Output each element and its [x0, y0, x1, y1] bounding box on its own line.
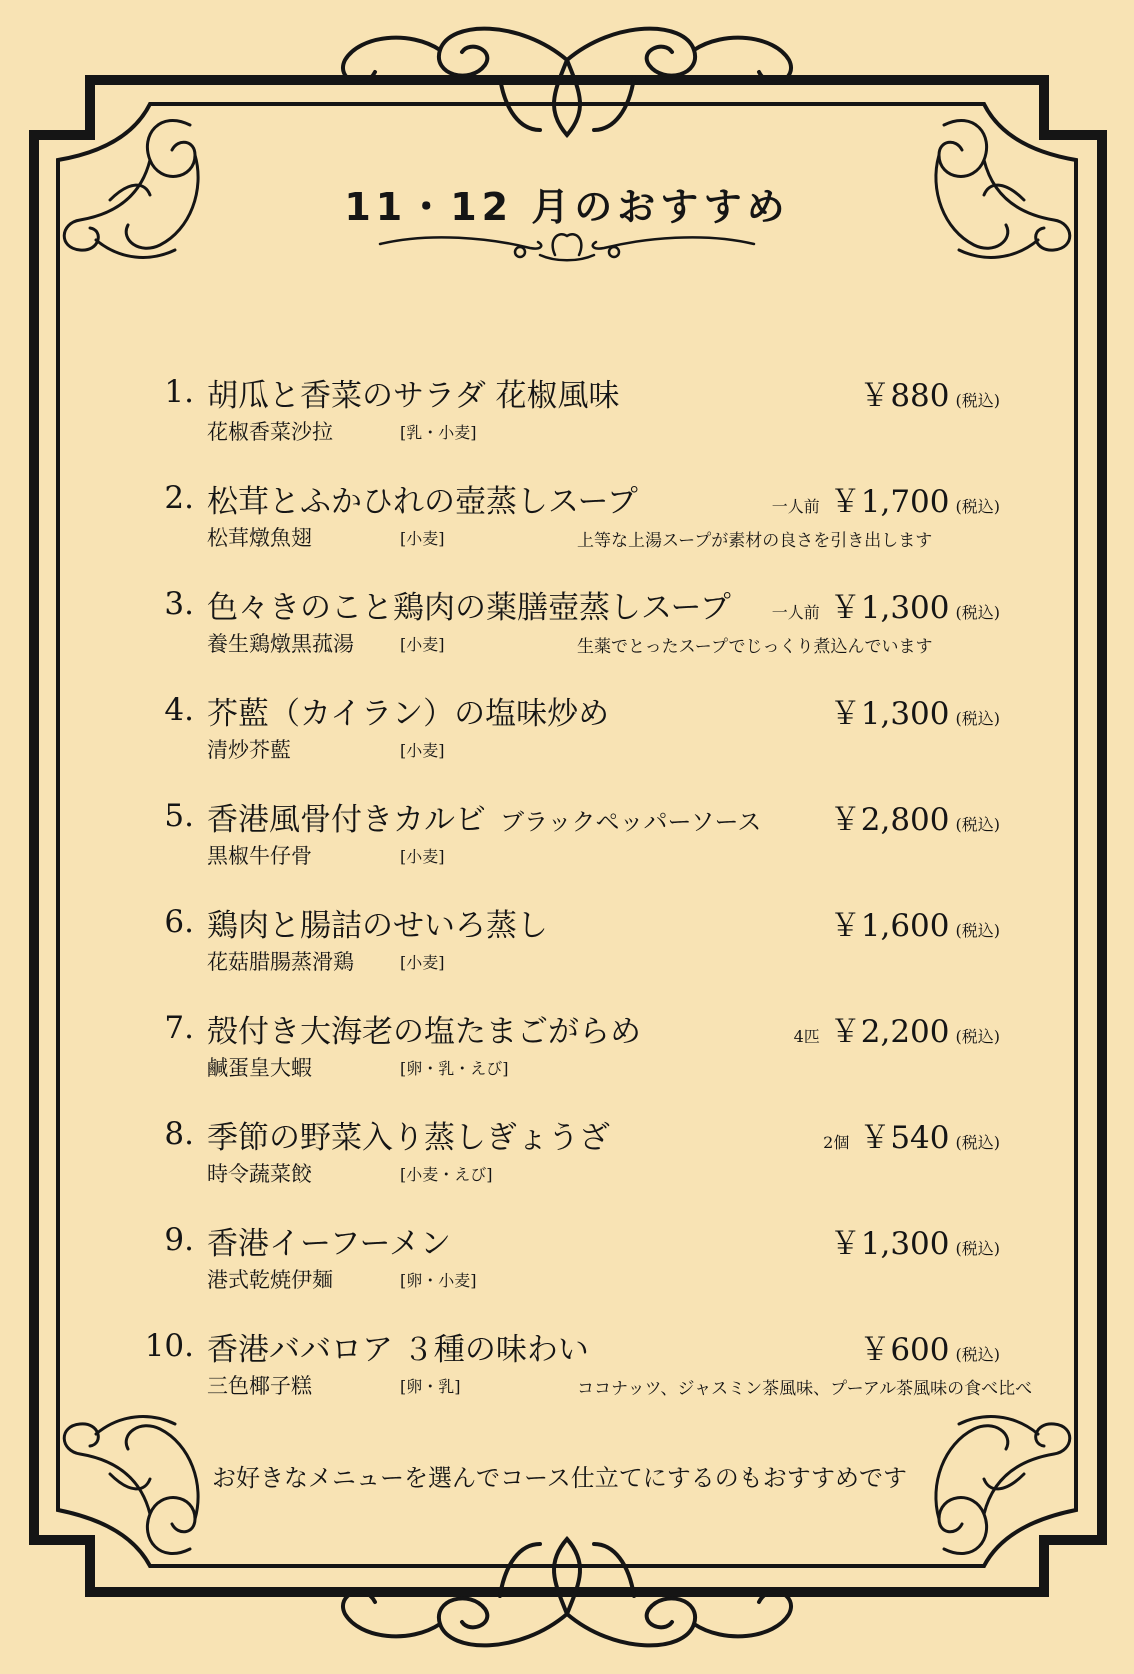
- footer-note: お好きなメニューを選んでコース仕立てにするのもおすすめです: [212, 1464, 908, 1492]
- item-tax-label: (税込): [955, 603, 1000, 622]
- item-chinese-name: 養生鶏燉黒菰湯: [207, 632, 354, 656]
- menu-item: [0, 686, 1134, 766]
- item-price-value: ￥1,300: [829, 590, 950, 626]
- item-tax-label: (税込): [955, 1027, 1000, 1046]
- item-tax-label: (税込): [955, 391, 1000, 410]
- item-price: [830, 900, 1000, 945]
- item-allergens: [卵・小麦]: [400, 1271, 477, 1290]
- item-description: 上等な上湯スープが素材の良さを引き出します: [577, 531, 933, 551]
- item-number: 4.: [164, 692, 194, 728]
- item-price-value: ￥880: [859, 378, 950, 414]
- item-name: [207, 900, 548, 945]
- menu-item: [0, 1216, 1134, 1296]
- item-tax-label: (税込): [955, 921, 1000, 940]
- item-number: 1.: [164, 374, 194, 410]
- item-name-text: 香港イーフーメン: [207, 1226, 451, 1262]
- item-chinese-name: 三色椰子糕: [207, 1374, 312, 1398]
- item-name-text: 鶏肉と腸詰のせいろ蒸し: [207, 908, 548, 944]
- item-allergens: [小麦]: [400, 741, 445, 760]
- menu-item: [0, 474, 1134, 554]
- item-name-text: 松茸とふかひれの壺蒸しスープ: [207, 484, 638, 520]
- menu-item: [0, 368, 1134, 448]
- item-allergens: [卵・乳・えび]: [400, 1059, 509, 1078]
- item-number: 7.: [164, 1010, 194, 1046]
- item-price-value: ￥1,300: [829, 696, 950, 732]
- item-chinese-name: 時令蔬菜餃: [207, 1162, 312, 1186]
- item-number: 10.: [144, 1328, 194, 1364]
- item-name: [207, 1112, 610, 1157]
- item-price: [794, 1006, 1000, 1051]
- item-number: 2.: [164, 480, 194, 516]
- item-name-text: 殻付き大海老の塩たまごがらめ: [207, 1014, 641, 1050]
- item-name-text: 胡瓜と香菜のサラダ 花椒風味: [207, 378, 620, 414]
- item-chinese-name: 鹹蛋皇大蝦: [207, 1056, 312, 1080]
- item-chinese-name: 花椒香菜沙拉: [207, 420, 333, 444]
- item-quantity: 4匹: [793, 1027, 820, 1046]
- item-tax-label: (税込): [955, 1239, 1000, 1258]
- item-name: [207, 794, 761, 839]
- menu-item: [0, 580, 1134, 660]
- item-description: ココナッツ、ジャスミン茶風味、プーアル茶風味の食べ比べ: [577, 1379, 1033, 1399]
- item-allergens: [小麦]: [400, 635, 445, 654]
- item-price: [772, 582, 1000, 627]
- item-price-value: ￥540: [859, 1120, 950, 1156]
- item-name-text: 色々きのこと鶏肉の薬膳壺蒸しスープ: [207, 590, 731, 626]
- item-price: [830, 1218, 1000, 1263]
- item-chinese-name: 花菇腊腸蒸滑鶏: [207, 950, 354, 974]
- item-quantity: 2個: [823, 1133, 850, 1152]
- item-allergens: [卵・乳]: [400, 1377, 461, 1396]
- item-price: [830, 794, 1000, 839]
- item-tax-label: (税込): [955, 709, 1000, 728]
- item-number: 6.: [164, 904, 194, 940]
- item-name: [207, 370, 620, 415]
- item-price: [859, 370, 1000, 415]
- item-price-value: ￥1,600: [829, 908, 950, 944]
- menu-item: [0, 1004, 1134, 1084]
- title-underline-flourish: [380, 234, 754, 260]
- item-number: 3.: [164, 586, 194, 622]
- item-chinese-name: 清炒芥藍: [207, 738, 291, 762]
- item-price: [772, 476, 1000, 521]
- item-name: [207, 476, 638, 521]
- menu-item: [0, 898, 1134, 978]
- item-allergens: [小麦]: [400, 847, 445, 866]
- item-number: 9.: [164, 1222, 194, 1258]
- item-chinese-name: 松茸燉魚翅: [207, 526, 312, 550]
- item-name: [207, 1006, 641, 1051]
- item-tax-label: (税込): [955, 1345, 1000, 1364]
- item-allergens: [乳・小麦]: [400, 423, 477, 442]
- menu-item: [0, 1322, 1134, 1402]
- menu-item: [0, 792, 1134, 872]
- item-name: [207, 1218, 451, 1263]
- item-allergens: [小麦]: [400, 953, 445, 972]
- item-chinese-name: 黒椒牛仔骨: [207, 844, 312, 868]
- item-name-text: 季節の野菜入り蒸しぎょうざ: [207, 1120, 610, 1156]
- item-price-value: ￥2,800: [829, 802, 950, 838]
- item-price-value: ￥600: [859, 1332, 950, 1368]
- item-name: [207, 688, 609, 733]
- item-price: [823, 1112, 1000, 1157]
- item-tax-label: (税込): [955, 497, 1000, 516]
- item-allergens: [小麦・えび]: [400, 1165, 493, 1184]
- item-quantity: 一人前: [771, 497, 820, 516]
- item-tax-label: (税込): [955, 815, 1000, 834]
- item-name-text: 香港ババロア ３種の味わい: [207, 1332, 589, 1368]
- item-price: [859, 1324, 1000, 1369]
- item-number: 8.: [164, 1116, 194, 1152]
- item-quantity: 一人前: [771, 603, 820, 622]
- item-name-text: 芥藍（カイラン）の塩味炒め: [207, 696, 610, 732]
- menu-item: [0, 1110, 1134, 1190]
- page-title: 11・12 月のおすすめ: [344, 185, 790, 229]
- item-name-text: 香港風骨付きカルビ: [207, 802, 486, 838]
- item-description: 生薬でとったスープでじっくり煮込んでいます: [577, 637, 933, 657]
- item-chinese-name: 港式乾焼伊麺: [207, 1268, 333, 1292]
- item-tax-label: (税込): [955, 1133, 1000, 1152]
- item-price-value: ￥1,300: [829, 1226, 950, 1262]
- item-name: [207, 582, 731, 627]
- item-price: [830, 688, 1000, 733]
- item-name: [207, 1324, 589, 1369]
- item-name-sub: ブラックペッパーソース: [500, 808, 762, 836]
- item-price-value: ￥2,200: [829, 1014, 950, 1050]
- item-price-value: ￥1,700: [829, 484, 950, 520]
- item-number: 5.: [164, 798, 194, 834]
- item-allergens: [小麦]: [400, 529, 445, 548]
